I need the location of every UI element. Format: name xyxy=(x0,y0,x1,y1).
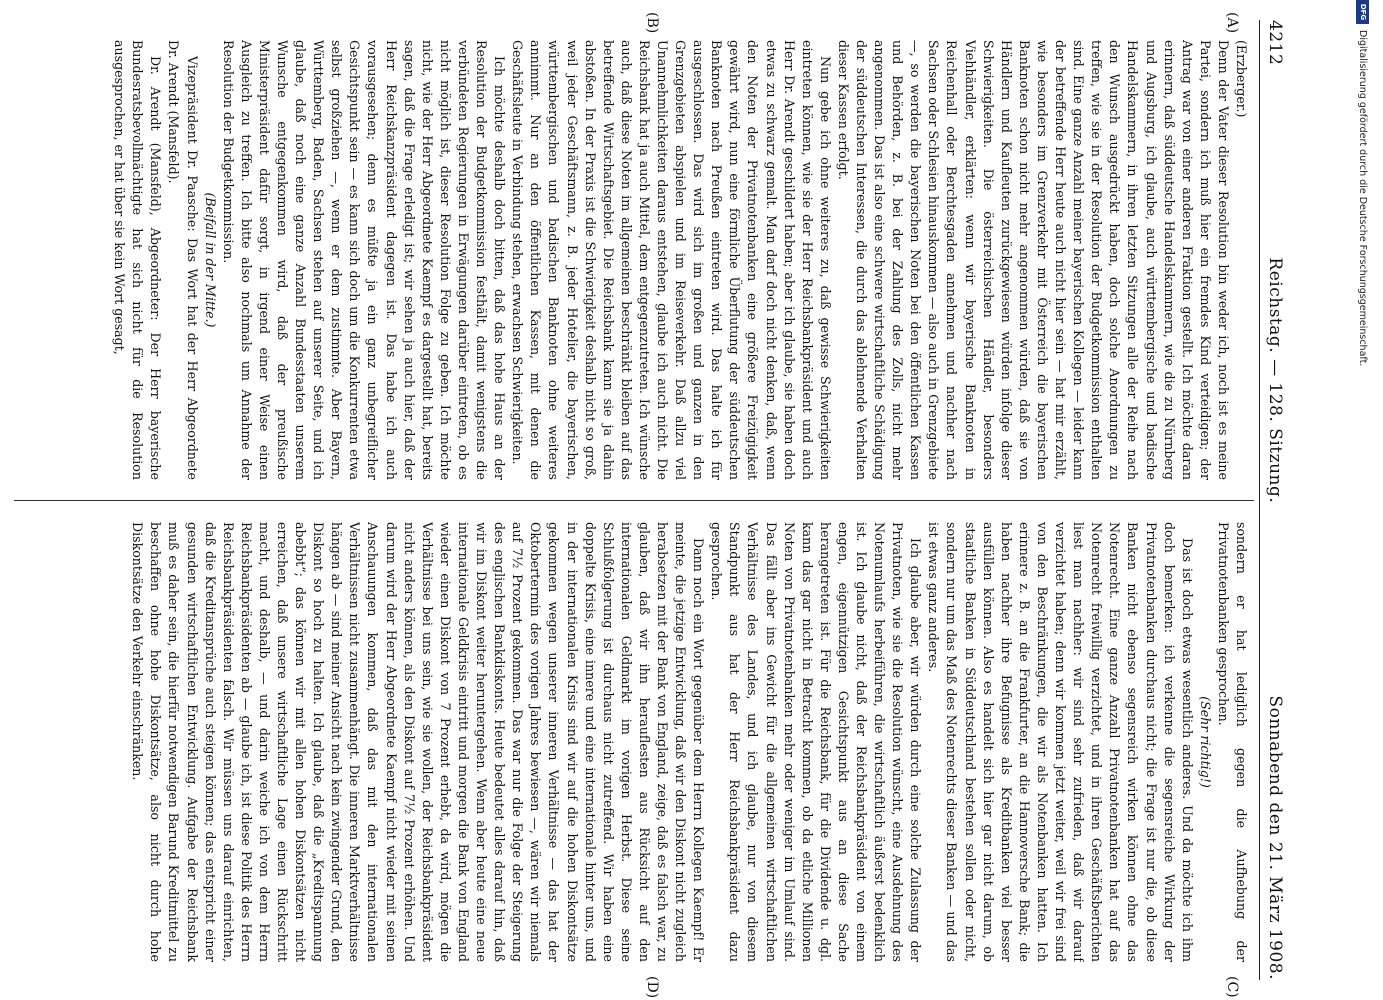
margin-marker-b: (B) xyxy=(644,12,660,34)
paragraph: Das ist doch etwas wesentlich anderes. Und da möchte ich ihm doch bemerken: ich verkenne die segensreiche Wirkung der Privatnotenbanken durchaus nicht; die Frage ist nur die, ob diese Banken nicht ebenso segensreich wirken können ohne das Notenrecht. Eine ganze Anzahl Privatnotenbanken hat auf das Notenrecht freiwillig verzichtet, und in ihren Geschäftsberichten liest man nachher: wir sind sehr zufrieden, daß wir darauf verzichtet haben; denn wir kommen jetzt weiter, weil wir frei sind von den Beschränkungen, die wir als Notenbanken hatten. Ich erinnere z. B. an die Frankfurter, an die Hannoversche Bank; die haben nachher ihre Befugnisse als Kreditbanken viel besser ausfüllen können. Also es handelt sich hier gar nicht darum, ob staatliche Banken in Süddeutschland bestehen sollen oder nicht, sondern nur um das Maß des Notenrechts dieser Banken — und das ist etwas ganz anderes. xyxy=(926,522,1195,962)
margin-marker-a: (A) xyxy=(1224,12,1240,34)
paragraph: (Beifall in der Mitte.) xyxy=(202,192,218,328)
text-column-left xyxy=(20,40,1250,480)
margin-marker-d: (D) xyxy=(644,976,660,999)
paragraph: Dann noch ein Wort gegenüber dem Herrn Kollegen Kaempf! Er meinte, die jetzige Entwicklung, daß wir den Diskont nicht zugleich herabsetzen mit der Bank von England, zeige, daß es falsch war, zu glauben, daß wir ihn herauflesten aus Rücksicht auf den internationalen Geldmarkt im vorigen Herbst. Diese seine Schlußfolgerung ist durchaus nicht zutreffend. Wir haben eine doppelte Krisis, eine innere und eine internationale hinter uns, und in der internationalen Krisis sind wir auf die hohen Diskontsätze gekommen wegen unserer inneren Verhältnisse — das hat der Oktobertermin des vorigen Jahres bewiesen —, wären wir niemals auf 7½ Prozent gekommen. Das war nur die Folge der Steigerung des englischen Bankdiskonts. Heute bedeutet alles darauf hin, daß wir im Diskont weiter heruntergehen. Wenn aber heute eine neue internationale Geldkrisis eintritt und morgen die Bank von England wieder einen Diskont von 7 Prozent erhebt, da wird, mögen die Verhältnisse bei uns sein, wie sie wollen, der Reichsbankpräsident nicht anders können, als den Diskont auf 7½ Prozent erhöhen. Und darum wird der Herr Abgeordnete Kaempf nicht wieder mit seinen Anschauungen kommen, daß das mit den internationalen Verhältnissen nicht zusammenhängt. Die inneren Marktverhältnisse hängen ab — sind meiner Ansicht nach kein zwingender Grund, den Diskont so hoch zu halten. Ich glaube, daß die „Kreditspannung abebbt“; das können wir mit allen hohen Diskontsätzen nicht erreichen, daß unsere wirtschaftliche Lage einen Rückschritt macht, und deshalb, — und darin weiche ich von dem Herrn Reichsbankpräsidenten ab — glaube ich, ist diese Politik des Herrn Reichsbankpräsidenten falsch. Wir müssen uns darauf einrichten, daß die Kreditansprüche auch steigen können; das entspricht einer gesunden wirtschaftlichen Entwicklung. Aufgabe der Reichsbank muß es daher sein, die hierfür notwendigen Barund Kreditmittel zu beschaffen ohne hohe Diskontsätze, also nicht durch hohe Diskontsätze den Verkehr einschränken. xyxy=(130,522,707,962)
header-date: Sonnabend den 21. März 1908. xyxy=(1265,695,1285,980)
column-divider xyxy=(14,500,1254,501)
margin-marker-c: (C) xyxy=(1224,976,1240,998)
paragraph: Denn der Vater dieser Resolution bin weder ich, noch ist es meine Partei, sondern ich muß hier ein fremdes Kind verteidigen; der Antrag war von einer anderen Fraktion gestellt. Ich möchte daran erinnern, daß süddeutsche Handelskammern, wie die zu Nürnberg und Augsburg, ich glaube, auch württembergische und badische Handelskammern, in ihren letzten Sitzungen alle der Reihe nach den Wunsch ausgedrückt haben, doch solche Anordnungen zu treffen, wie sie in der Resolution der Budgetkommission enthalten sind. Eine ganze Anzahl meiner bayerischen Kollegen — leider kann der betreffende Herr heute auch nicht hier sein — hat mir erzählt, wie besonders im Grenzverkehr mit Österreich die bayerischen Banknoten schon nicht mehr angenommen würden, daß sie von Händlern und Kaufleuten zurückgewiesen würden infolge dieser Schwierigkeiten. Die österreichischen Händler, besonders Viehhändler, erklärten: wenn wir bayerische Banknoten in Reichenhall oder Berchtesgaden annehmen und nachher nach Sachsen oder Schlesien hinauskommen — also auch in Grenzgebiete —, so werden die bayerischen Noten bei den öffentlichen Kassen und Behörden, z. B. bei der Zahlung des Zolls, nicht mehr angenommen. Das ist also eine schwere wirtschaftliche Schädigung der süddeutschen Interessen, die durch das ablehnende Verhalten dieser Kassen erfolgt. xyxy=(835,40,1231,480)
dfg-logo: DFG xyxy=(1357,0,1370,24)
header-rule xyxy=(1259,20,1260,980)
paragraph: Nun gebe ich ohne weiteres zu, daß gewisse Schwierigkeiten eintreten können, wie sie der Herr Reichsbankpräsident und auch Herr Dr. Arendt geschildert haben; aber ich glaube, sie haben doch etwas zu schwarz gemalt. Man darf doch nicht denken, daß, wenn den Noten der Privatnotenbanken eine größere Freizügigkeit gewährt wird, nun eine förmliche Überflutung der süddeutschen Banknoten nach Preußen eintreten wird. Das halte ich für ausgeschlossen. Das wird sich im großen und ganzen in den Grenzgebieten abspielen und im Reiseverkehr. Daß allzu viel Unannehmlichkeiten daraus entstehen, glaube ich auch nicht. Die Reichsbank hat ja auch Mittel, dem entgegenzutreten. Ich wünsche auch, daß diese Noten im allgemeinen beschränkt bleiben auf das betreffende Wirtschaftsgebiet. Die Reichsbank kann sie ja dahin abstoßen. In der Praxis ist die Schwierigkeit deshalb nicht so groß, weil jeder Geschäftsmann, z. B. jeder Hotelier, die bayerischen, württembergischen und badischen Banknoten ohne weiteres annimmt. Nur an den öffentlichen Kassen, mit denen die Geschäftsleute in Verbindung stehen, erwachsen Schwierigkeiten. xyxy=(510,40,833,480)
paragraph: Ich glaube aber, wir würden durch eine solche Zulassung der Privatnoten, wie sie die Resolution wünscht, eine Ausdehnung des Notenumlaufs herbeiführen, die wirtschaftlich äußerst bedenklich ist. Ich glaube nicht, daß der Reichsbankpräsident von einem engen, eigennützigen Gesichtspunkt aus an diese Sache herangetreten ist. Für die Reichsbank, für die Dividende u. dgl. kann das gar nicht in Betracht kommen, ob da etliche Millionen Noten von Privatnotenbanken mehr oder weniger im Umlauf sind. Das fällt aber ins Gewicht für die allgemeinen wirtschaftlichen Verhältnisse des Landes, und ich glaube, nur von diesem Standpunkt aus hat der Herr Reichsbankpräsident dazu gesprochen. xyxy=(709,522,924,962)
paragraph: Vizepräsident Dr. Paasche: Das Wort hat der Herr Abgeordnete Dr. Arendt (Mansfeld). xyxy=(166,40,200,480)
text-column-right xyxy=(20,522,1250,962)
paragraph: (Erzberger.) xyxy=(1234,40,1249,118)
paragraph: (Sehr richtig!) xyxy=(1197,696,1213,788)
page-header xyxy=(1260,20,1290,980)
paragraph: Dr. Arendt (Mansfeld), Abgeordneter: Der Herr bayerische Bundesratsbevollmächtigte hat sich nicht für die Resolution ausgesprochen, er hat über sie kein Wort gesagt, xyxy=(112,40,164,480)
digitization-text: Digitalisierung gefördert durch die Deutsche Forschungsgemeinschaft. xyxy=(1357,30,1369,367)
header-title: Reichstag. — 128. Sitzung. xyxy=(1265,257,1285,504)
paragraph: Ich möchte deshalb doch bitten, daß das hohe Haus an der Resolution der Budgetkommission festhält, damit wenigstens die verbündeten Regierungen in Erwägungen darüber eintreten, ob es nicht möglich ist, dieser Resolution Folge zu geben. Ich möchte nicht, wie der Herr Abgeordnete Kaempf es dargestellt hat, bereits sagen, daß die Frage erledigt ist; wir sehen ja auch hier, daß der Herr Reichskanzpräsident dagegen ist. Das habe ich auch vorausgesehen; denn es müßte ja ein ganz unbegreiflicher Gesichtspunkt sein — es kann sich doch um die Konkurrenten etwa selbst großziehen —, wenn er dem zustimmte. Aber Bayern, Württemberg, Baden, Sachsen stehen auf unserer Seite, und ich glaube, daß noch eine ganze Anzahl Bundesstaaten unserem Wunsche entgegenkommen wird, daß der preußische Ministerpräsident dafür sorgt, in irgend einer Weise einen Ausgleich zu treffen. Ich bitte also nochmals um Annahme der Resolution der Budgetkommission. xyxy=(220,40,508,480)
paragraph: sondern er hat lediglich gegen die Aufhebung der Privatnotenbanken gesprochen. xyxy=(1215,522,1249,962)
digitization-note xyxy=(1356,0,1370,1000)
page-number: 4212 xyxy=(1265,20,1285,66)
